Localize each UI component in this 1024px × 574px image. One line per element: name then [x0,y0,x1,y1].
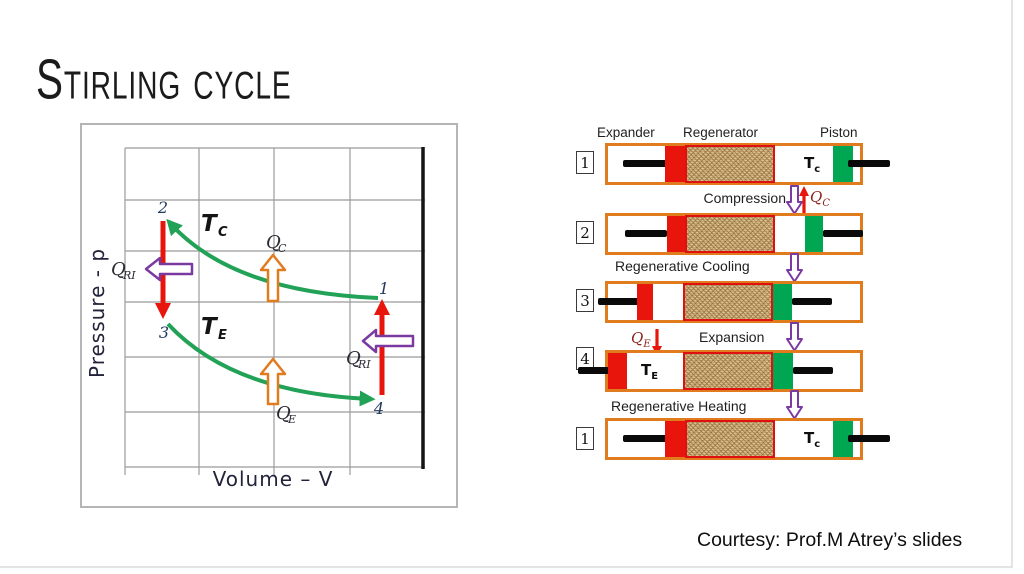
tc-label: T [201,211,217,237]
slide-edge-right [1011,0,1013,567]
stage-number-3: 3 [576,289,594,312]
temp-sub: c [814,164,821,175]
credit-text: Courtesy: Prof.M Atrey’s slides [697,529,963,551]
point-3-label: 3 [158,323,170,342]
transition-expansion: Expansion [699,329,765,345]
qc-label: Q [266,232,281,253]
piston-block [773,284,792,320]
engine-stage-4 [605,350,863,392]
te-label: T [201,314,217,340]
piston-rod [823,230,863,237]
engine-stage-2 [605,213,863,255]
te-label-sub: E [218,328,227,343]
pv-diagram [80,123,458,508]
slide-title: Stirling cycle [36,47,292,111]
q-main: Q [810,188,823,206]
transition-compression: Compression [703,190,786,206]
temp-label-tc [804,154,820,175]
displacer-rod [625,230,667,237]
displacer-rod [623,435,667,442]
q-sub: C [822,198,830,209]
point-1-label: 1 [378,279,390,298]
point-2-label: 2 [157,198,169,217]
stage-number-4: 4 [576,347,594,370]
temp-label-tc [804,429,820,450]
qe-label: Q [276,403,291,424]
displacer-block [608,353,627,389]
y-axis-label: Pressure - p [85,247,109,379]
qc-up-arrow-icon [799,186,809,213]
temp-main: T [804,429,815,447]
regenerator-matrix [685,145,775,183]
qe-label-sub: E [288,413,297,426]
qri-right-label-sub: RI [358,358,371,371]
piston-block [805,216,823,252]
regenerator-matrix [683,352,773,390]
displacer-block [637,284,653,320]
piston-rod [848,435,890,442]
displacer-block [667,216,685,252]
down-arrow-icon [786,322,803,352]
q-main: Q [631,329,644,347]
qe-heat-label [631,329,651,350]
stage-number-5: 1 [576,427,594,450]
qri-left-label: Q [111,259,126,280]
x-axis-label: Volume – V [212,467,334,491]
temp-main: T [804,154,815,172]
regenerator-matrix [685,420,775,458]
regenerator-matrix [683,283,773,321]
qc-heat-label [810,188,830,209]
transition-regenerative-cooling: Regenerative Cooling [615,258,750,274]
qri-right-label: Q [346,348,361,369]
temp-sub: c [814,439,821,450]
engine-stage-1 [605,143,863,185]
tc-label-sub: C [218,225,228,240]
displacer-rod [598,298,640,305]
temp-label-te [641,361,658,382]
down-arrow-icon [786,253,803,283]
displacer-block [665,146,685,182]
qri-left-label-sub: RI [123,269,136,282]
piston-rod [792,298,832,305]
slide-edge-bottom [0,566,1013,568]
stage-number-2: 2 [576,221,594,244]
displacer-block [665,421,685,457]
regenerator-matrix [685,215,775,253]
header-regenerator: Regenerator [683,125,759,140]
piston-rod [848,160,890,167]
displacer-rod [623,160,667,167]
engine-stage-5 [605,418,863,460]
down-arrow-icon [786,390,803,420]
point-4-label: 4 [373,399,385,418]
transition-regenerative-heating: Regenerative Heating [611,398,747,414]
header-expander: Expander [597,125,655,140]
piston-block [773,353,793,389]
stage-number-1: 1 [576,151,594,174]
pv-figure-border [81,124,457,507]
q-sub: E [643,339,651,350]
temp-main: T [641,361,652,379]
engine-stage-3 [605,281,863,323]
qc-label-sub: C [278,242,287,255]
temp-sub: E [651,371,659,382]
piston-rod [793,367,833,374]
header-piston: Piston [820,125,858,140]
